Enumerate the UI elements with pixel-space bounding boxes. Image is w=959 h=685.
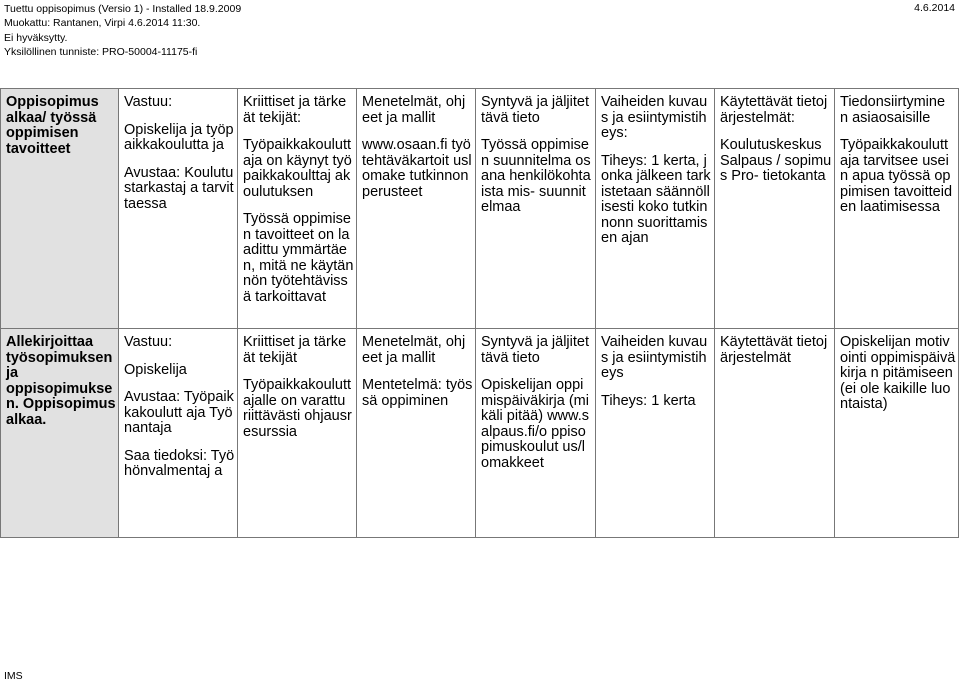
table-cell	[476, 89, 596, 329]
header-line: Tuettu oppisopimus (Versio 1) - Installed 18.9.2009	[4, 3, 242, 15]
cell-text: Työssä oppimisen tavoitteet on laadittu ymmärtäen, mitä ne käytännön työtehtävissä tarkoittavat	[243, 211, 354, 305]
document-header	[4, 2, 241, 59]
cell-heading: Kriittiset ja tärkeät tekijät:	[243, 94, 347, 126]
cell-heading: Menetelmät, ohjeet ja mallit	[362, 334, 466, 366]
footer-label: IMS	[4, 670, 23, 682]
cell-text: Työpaikkakoulutt aja tarvitsee usein apua työssä oppimisen tavoitteiden laatimisessa	[840, 137, 953, 215]
table-cell	[238, 329, 357, 538]
table-cell	[596, 89, 715, 329]
header-line: Yksilöllinen tunniste: PRO-50004-11175-fi	[4, 45, 198, 58]
table-cell	[596, 329, 715, 538]
cell-text: Mentetelmä: työssä oppiminen	[362, 377, 473, 409]
table-cell	[835, 329, 959, 538]
cell-heading: Tiedonsiirtymine n asiaosaisille	[840, 94, 946, 126]
cell-text: Työpaikkakoulutt aja on käynyt työpaikkakoulttaj akoulutuksen	[243, 137, 352, 200]
cell-heading: Syntyvä ja jäljitettävä tieto	[481, 334, 589, 366]
cell-text: Tiheys: 1 kerta	[601, 392, 696, 409]
cell-text: Avustaa: Työpaikkakoulutt aja Työnantaja	[124, 389, 234, 436]
table-cell	[238, 89, 357, 329]
table-row	[1, 329, 959, 538]
table-cell	[835, 89, 959, 329]
cell-heading: Käytettävät tietojärjestelmät:	[720, 94, 828, 126]
cell-text: Opiskelija ja työpaikkakoulutta ja	[124, 121, 234, 153]
cell-text: Työpaikkakoulutt ajalle on varattu riittävästi ohjausresurssia	[243, 377, 352, 440]
table-cell	[715, 329, 835, 538]
cell-text: Koulutuskeskus Salpaus / sopimus Pro- tietokanta	[720, 137, 832, 184]
cell-heading: Vaiheiden kuvaus ja esiintymistiheys	[601, 334, 708, 381]
cell-text: Avustaa: Koulutustarkastaj a tarvittaessa	[124, 164, 234, 212]
table-cell	[357, 89, 476, 329]
table-row	[1, 89, 959, 329]
cell-heading: Opiskelijan motivointi oppimispäiväkirja n pitämiseen (ei ole kaikille luontaista)	[840, 334, 956, 412]
header-line: Muokattu: Rantanen, Virpi 4.6.2014 11:30.	[4, 17, 201, 30]
cell-text: Tiheys: 1 kerta, jonka jälkeen tarkistetaan säännöllisesti koko tutkinnonn suorittamisen ajan	[601, 152, 711, 246]
cell-text: Opiskelijan oppimispäiväkirja (mikäli pitää) www.salpaus.fi/o ppisopimuskoulut us/lomakkeet	[481, 377, 589, 471]
table-cell	[119, 89, 238, 329]
cell-heading: Syntyvä ja jäljitettävä tieto	[481, 94, 589, 126]
process-table	[0, 88, 959, 538]
phase-title: Oppisopimus alkaa/ työssä oppimisen tavoitteet	[1, 89, 119, 329]
table-cell	[715, 89, 835, 329]
table-cell	[476, 329, 596, 538]
header-date: 4.6.2014	[914, 2, 955, 14]
phase-title: Allekirjoittaa työsopimuksen ja oppisopimukse n. Oppisopimus alkaa.	[1, 329, 119, 538]
cell-text: Opiskelija	[124, 361, 187, 378]
cell-heading: Vastuu:	[124, 334, 173, 350]
cell-heading: Menetelmät, ohjeet ja mallit	[362, 94, 466, 126]
cell-heading: Vaiheiden kuvaus ja esiintymistiheys:	[601, 94, 708, 141]
cell-heading: Käytettävät tietojärjestelmät	[720, 334, 828, 366]
table-cell	[119, 329, 238, 538]
table-cell	[357, 329, 476, 538]
header-line: Ei hyväksytty.	[4, 31, 68, 44]
cell-heading: Kriittiset ja tärkeät tekijät	[243, 334, 347, 366]
cell-heading: Vastuu:	[124, 94, 173, 110]
cell-text: Työssä oppimisen suunnitelma osana henkilökohtaista mis- suunnitelmaa	[481, 137, 591, 215]
cell-text: Saa tiedoksi: Työhönvalmentaj a	[124, 447, 235, 479]
cell-text: www.osaan.fi työtehtäväkartoit uslomake tutkinnon perusteet	[362, 137, 472, 200]
